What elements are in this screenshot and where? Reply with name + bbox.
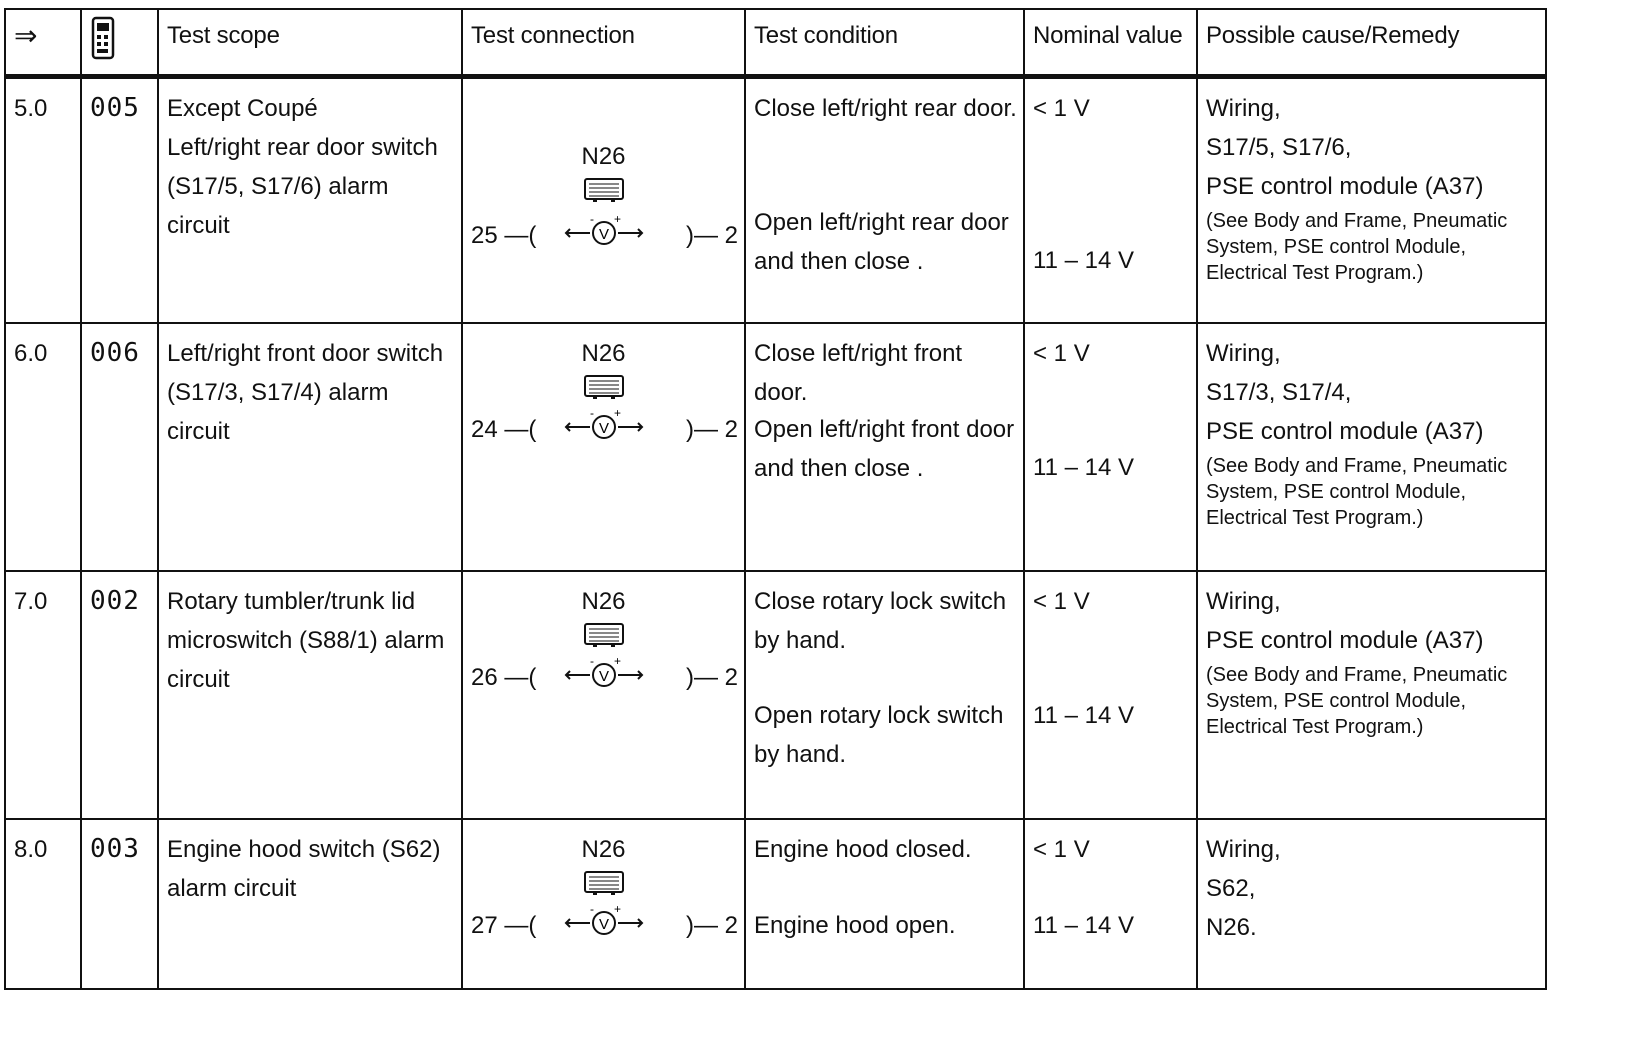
pin-left: 27 —(: [471, 911, 537, 939]
nominal-1: < 1 V: [1033, 95, 1090, 122]
nominal-1: < 1 V: [1033, 339, 1090, 367]
voltmeter-icon: [564, 655, 644, 689]
svg-text:+: +: [613, 213, 621, 226]
pin-right: )— 2: [685, 663, 738, 691]
scope-line: (S17/3, S17/4) alarm circuit: [167, 378, 389, 445]
test-scope: [158, 77, 462, 323]
test-condition: [745, 323, 1024, 571]
cause-note: (See Body and Frame, Pneumatic System, PSE control Module, Electrical Test Program.): [1206, 663, 1508, 738]
svg-text:V: V: [598, 226, 609, 243]
step-number: 5.0: [5, 77, 81, 323]
scope-line: Rotary tumbler/trunk lid: [167, 587, 416, 615]
test-condition: [745, 571, 1024, 819]
test-connection: [462, 819, 745, 989]
cause-line: Wiring,: [1206, 835, 1281, 863]
module-label: N26: [581, 339, 626, 367]
possible-cause: [1197, 571, 1546, 819]
svg-text:+: +: [613, 902, 621, 916]
nominal-2: 11 – 14 V: [1033, 701, 1134, 729]
pin-right-number: 2: [724, 911, 738, 939]
fault-code: 002: [81, 571, 158, 819]
cause-line: PSE control module (A37): [1206, 173, 1484, 200]
nominal-2: 11 – 14 V: [1033, 911, 1134, 939]
pin-left-number: 26: [471, 663, 498, 691]
svg-text:-: -: [589, 406, 594, 420]
test-scope: [158, 571, 462, 819]
cause-line: Wiring,: [1206, 95, 1281, 122]
header-possible-cause: Possible cause/Remedy: [1197, 9, 1546, 77]
pin-right-number: 2: [724, 415, 738, 443]
condition-1: Close left/right rear door.: [754, 95, 1017, 122]
svg-text:-: -: [589, 654, 594, 668]
fault-code: 006: [81, 323, 158, 571]
possible-cause: [1197, 77, 1546, 323]
nominal-value: [1024, 571, 1197, 819]
test-connection: [462, 77, 745, 323]
svg-text:+: +: [613, 654, 621, 668]
cause-line: S17/3, S17/4,: [1206, 378, 1352, 406]
pin-right-number: 2: [724, 663, 738, 691]
scope-line: Left/right rear door switch: [167, 134, 438, 161]
condition-2: Open left/right front door and then close .: [754, 415, 1015, 482]
scope-line: Engine hood switch (S62): [167, 835, 441, 863]
voltmeter-icon: [564, 407, 644, 441]
table-row: [5, 571, 1546, 819]
header-nominal-value: Nominal value: [1024, 9, 1197, 77]
header-arrow: ⇒: [5, 9, 81, 77]
possible-cause: [1197, 323, 1546, 571]
pin-right: )— 2: [685, 222, 738, 249]
fault-code: 003: [81, 819, 158, 989]
svg-text:V: V: [598, 667, 609, 685]
cause-line: PSE control module (A37): [1206, 626, 1484, 654]
cause-line: S17/5, S17/6,: [1206, 134, 1352, 161]
pin-left: 25 —(: [471, 222, 537, 249]
condition-1: Close left/right front door.: [754, 339, 963, 406]
step-number: 8.0: [5, 819, 81, 989]
cause-note: (See Body and Frame, Pneumatic System, PSE control Module, Electrical Test Program.): [1206, 454, 1508, 529]
nominal-value: [1024, 819, 1197, 989]
cause-note: (See Body and Frame, Pneumatic System, PSE control Module, Electrical Test Program.): [1206, 210, 1508, 284]
condition-2: Engine hood open.: [754, 911, 956, 939]
condition-1: Close rotary lock switch by hand.: [754, 587, 1007, 654]
pin-right-number: 2: [724, 222, 738, 249]
condition-2: Open rotary lock switch by hand.: [754, 701, 1004, 768]
svg-text:-: -: [589, 902, 594, 916]
svg-text:+: +: [613, 406, 621, 420]
connector-module-icon: [583, 374, 625, 400]
table-row: [5, 819, 1546, 989]
test-scope: [158, 819, 462, 989]
pin-right: )— 2: [685, 911, 738, 939]
test-condition: [745, 819, 1024, 989]
module-label: N26: [581, 587, 626, 615]
test-scope: [158, 323, 462, 571]
table-row: [5, 323, 1546, 571]
header-test-condition: Test condition: [745, 9, 1024, 77]
nominal-1: < 1 V: [1033, 587, 1090, 615]
possible-cause: [1197, 819, 1546, 989]
pin-left: 24 —(: [471, 415, 537, 443]
scope-line: (S17/5, S17/6) alarm circuit: [167, 173, 389, 239]
svg-text:V: V: [598, 419, 609, 437]
nominal-value: [1024, 323, 1197, 571]
nominal-value: [1024, 77, 1197, 323]
svg-text:-: -: [589, 213, 594, 226]
cause-line: Wiring,: [1206, 587, 1281, 615]
scope-line: Left/right front door switch: [167, 339, 444, 367]
scope-line: microswitch (S88/1) alarm: [167, 626, 445, 654]
pin-right: )— 2: [685, 415, 738, 443]
module-label: N26: [581, 143, 626, 170]
connector-module-icon: [583, 622, 625, 648]
pin-left-number: 27: [471, 911, 498, 939]
voltmeter-icon: [564, 213, 644, 247]
cause-line: N26.: [1206, 913, 1257, 941]
fault-code: 005: [81, 77, 158, 323]
scope-line: circuit: [167, 665, 230, 693]
cause-line: Wiring,: [1206, 339, 1281, 367]
pin-left-number: 24: [471, 415, 498, 443]
connector-module-icon: [583, 177, 625, 203]
connector-module-icon: [583, 870, 625, 896]
step-number: 6.0: [5, 323, 81, 571]
pin-left-number: 25: [471, 222, 498, 249]
pin-left: 26 —(: [471, 663, 537, 691]
voltmeter-icon: [564, 903, 644, 937]
module-label: N26: [581, 835, 626, 863]
scope-line: alarm circuit: [167, 874, 297, 902]
step-number: 7.0: [5, 571, 81, 819]
tester-icon: [90, 16, 116, 60]
condition-1: Engine hood closed.: [754, 835, 972, 863]
header-test-scope: Test scope: [158, 9, 462, 77]
table-row: [5, 77, 1546, 323]
test-connection: [462, 323, 745, 571]
test-table: [4, 8, 1547, 990]
header-tester-icon-cell: [81, 9, 158, 77]
nominal-1: < 1 V: [1033, 835, 1090, 863]
scope-line: Except Coupé: [167, 95, 318, 122]
header-row: [5, 9, 1546, 77]
test-condition: [745, 77, 1024, 323]
header-test-connection: Test connection: [462, 9, 745, 77]
nominal-2: 11 – 14 V: [1033, 247, 1134, 274]
condition-2: Open left/right rear door and then close .: [754, 209, 1009, 275]
cause-line: S62,: [1206, 874, 1256, 902]
svg-text:V: V: [598, 915, 609, 933]
cause-line: PSE control module (A37): [1206, 417, 1484, 445]
nominal-2: 11 – 14 V: [1033, 453, 1134, 481]
test-connection: [462, 571, 745, 819]
